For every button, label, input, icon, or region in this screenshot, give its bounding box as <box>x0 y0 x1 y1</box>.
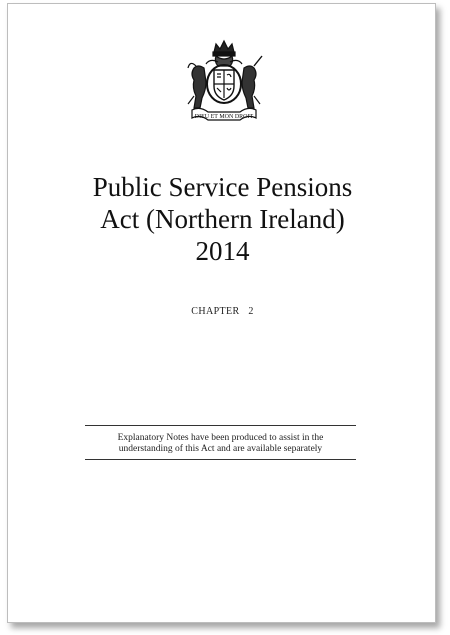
royal-coat-of-arms-icon <box>176 38 272 124</box>
document-page <box>7 3 436 623</box>
notes-line-2: understanding of this Act and are available separately <box>118 444 323 454</box>
act-title <box>8 171 437 267</box>
chapter-label: CHAPTER 2 <box>191 306 254 317</box>
notes-line-1: Explanatory Notes have been produced to assist in the <box>117 433 324 443</box>
act-title-line-3: 2014 <box>195 236 250 266</box>
explanatory-notes-box <box>85 425 356 460</box>
act-title-line-2: Act (Northern Ireland) <box>100 204 345 234</box>
act-title-line-1: Public Service Pensions <box>92 172 353 202</box>
svg-text:DIEU ET MON DROIT: DIEU ET MON DROIT <box>194 114 254 120</box>
